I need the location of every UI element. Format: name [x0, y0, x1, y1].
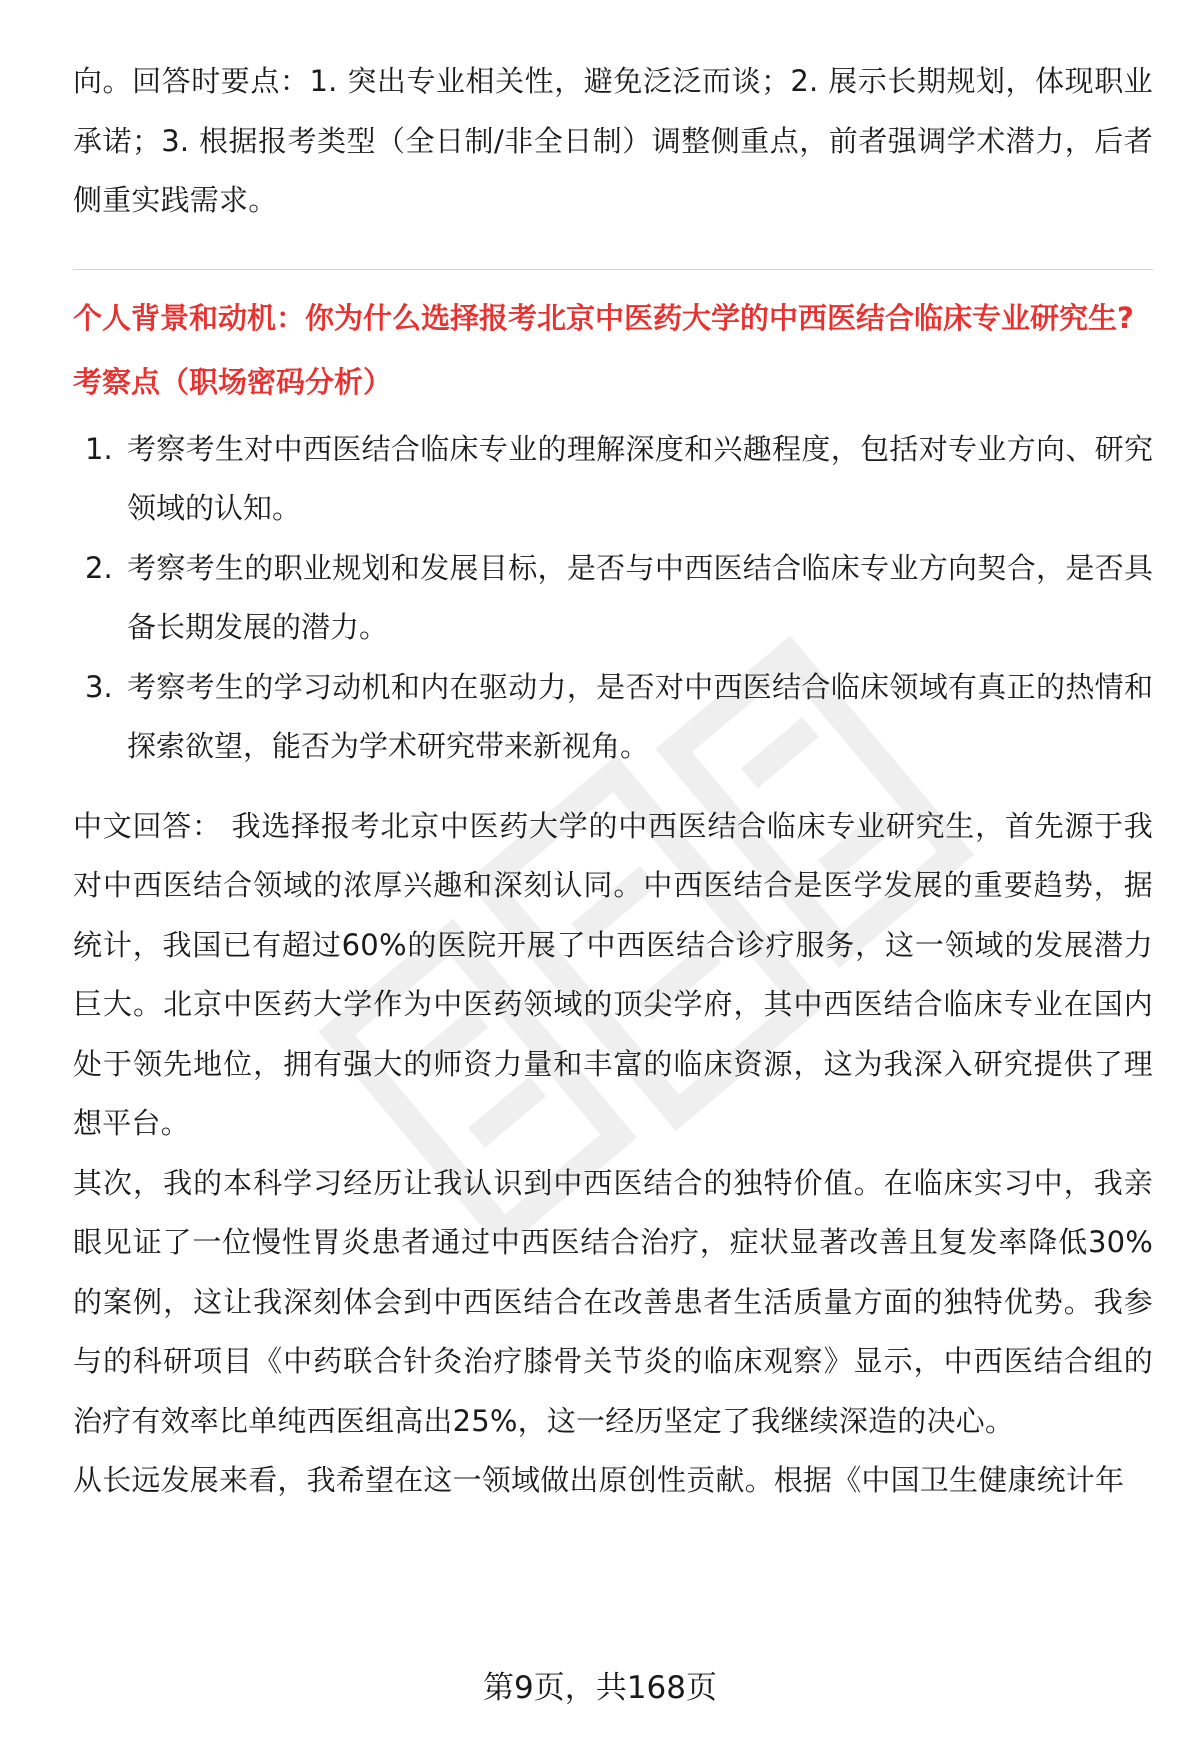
assessment-points-list: [73, 420, 1153, 777]
list-item: [73, 539, 1153, 658]
list-item: [73, 420, 1153, 539]
answer-block: [73, 797, 1153, 1511]
list-item-number: 1.: [85, 431, 113, 466]
question-title: 个人背景和动机：你为什么选择报考北京中医药大学的中西医结合临床专业研究生?: [73, 300, 1134, 335]
list-item-text: 考察考生对中西医结合临床专业的理解深度和兴趣程度，包括对专业方向、研究领域的认知。: [127, 431, 1153, 525]
list-item-text: 考察考生的职业规划和发展目标，是否与中西医结合临床专业方向契合，是否具备长期发展的潜力。: [127, 550, 1153, 644]
list-item: [73, 658, 1153, 777]
list-item-number: 2.: [85, 550, 113, 585]
section-label: 考察点（职场密码分析）: [73, 364, 393, 399]
list-item-number: 3.: [85, 669, 113, 704]
section-divider: [73, 269, 1153, 270]
answer-paragraph: 中文回答： 我选择报考北京中医药大学的中西医结合临床专业研究生，首先源于我对中西医结合领域的浓厚兴趣和深刻认同。中西医结合是医学发展的重要趋势，据统计，我国已有超过60%的医院开展了中西医结合诊疗服务，这一领域的发展潜力巨大。北京中医药大学作为中医药领域的顶尖学府，其中西医结合临床专业在国内处于领先地位，拥有强大的师资力量和丰富的临床资源，这为我深入研究提供了理想平台。: [73, 808, 1153, 1140]
page-number-footer: 第9页，共168页: [483, 1670, 717, 1706]
list-item-text: 考察考生的学习动机和内在驱动力，是否对中西医结合临床领域有真正的热情和探索欲望，能否为学术研究带来新视角。: [127, 669, 1153, 763]
intro-paragraph: 向。回答时要点：1. 突出专业相关性，避免泛泛而谈；2. 展示长期规划，体现职业承诺；3. 根据报考类型（全日制/非全日制）调整侧重点，前者强调学术潜力，后者侧重实践需求。: [73, 64, 1153, 217]
answer-paragraph: 从长远发展来看，我希望在这一领域做出原创性贡献。根据《中国卫生健康统计年: [73, 1463, 1125, 1497]
answer-paragraph: 其次，我的本科学习经历让我认识到中西医结合的独特价值。在临床实习中，我亲眼见证了一位慢性胃炎患者通过中西医结合治疗，症状显著改善且复发率降低30%的案例，这让我深刻体会到中西医结合在改善患者生活质量方面的独特优势。我参与的科研项目《中药联合针灸治疗膝骨关节炎的临床观察》显示，中西医结合组的治疗有效率比单纯西医组高出25%，这一经历坚定了我继续深造的决心。: [73, 1165, 1153, 1438]
document-content: [73, 52, 1153, 1511]
